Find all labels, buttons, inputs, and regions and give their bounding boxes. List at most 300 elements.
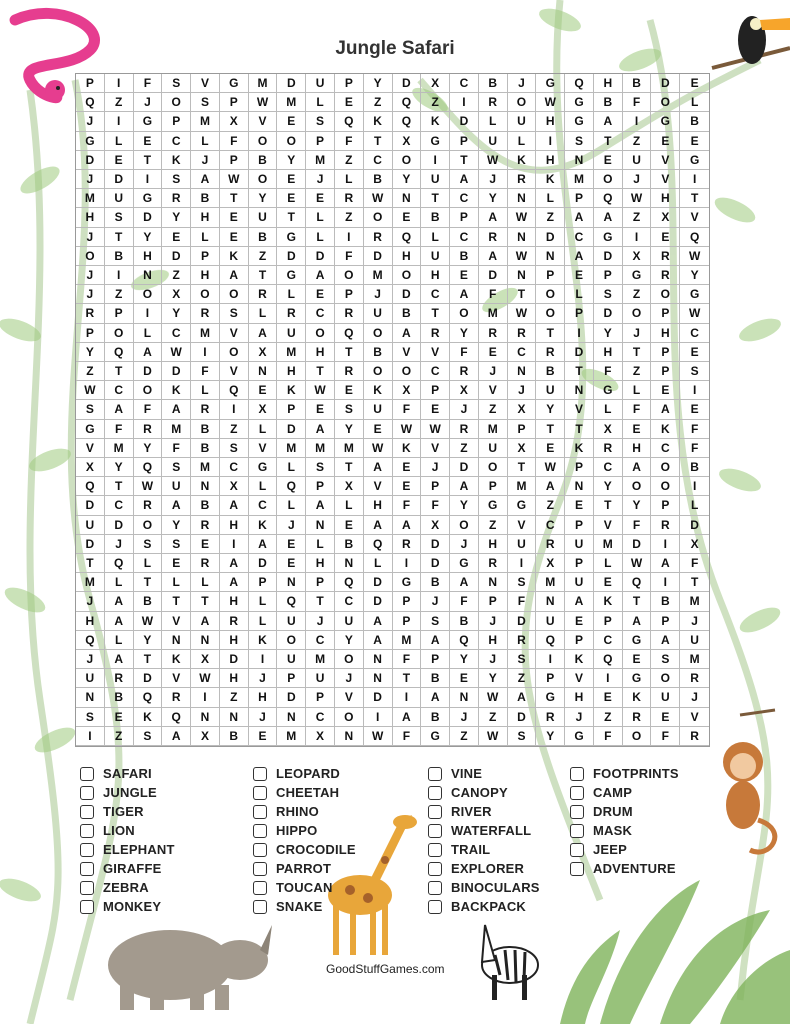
- word-item-crocodile[interactable]: [253, 840, 356, 859]
- grid-cell[interactable]: E: [393, 477, 422, 496]
- grid-cell[interactable]: T: [508, 285, 537, 304]
- grid-cell[interactable]: N: [508, 189, 537, 208]
- checkbox[interactable]: [80, 900, 94, 914]
- grid-cell[interactable]: M: [76, 189, 105, 208]
- grid-cell[interactable]: V: [162, 612, 191, 631]
- grid-cell[interactable]: A: [105, 592, 134, 611]
- grid-cell[interactable]: F: [393, 650, 422, 669]
- grid-cell[interactable]: J: [364, 285, 393, 304]
- grid-cell[interactable]: P: [651, 343, 680, 362]
- grid-cell[interactable]: W: [76, 381, 105, 400]
- grid-cell[interactable]: B: [393, 304, 422, 323]
- grid-cell[interactable]: D: [421, 554, 450, 573]
- grid-cell[interactable]: X: [393, 132, 422, 151]
- grid-cell[interactable]: O: [364, 324, 393, 343]
- grid-cell[interactable]: C: [450, 189, 479, 208]
- grid-cell[interactable]: N: [191, 631, 220, 650]
- grid-cell[interactable]: H: [76, 612, 105, 631]
- grid-cell[interactable]: X: [508, 439, 537, 458]
- grid-cell[interactable]: L: [364, 554, 393, 573]
- grid-cell[interactable]: I: [191, 343, 220, 362]
- grid-cell[interactable]: X: [421, 74, 450, 93]
- word-item-vine[interactable]: [428, 764, 540, 783]
- grid-cell[interactable]: O: [536, 285, 565, 304]
- grid-cell[interactable]: A: [306, 496, 335, 515]
- grid-cell[interactable]: N: [565, 477, 594, 496]
- grid-cell[interactable]: F: [623, 400, 652, 419]
- grid-cell[interactable]: D: [277, 688, 306, 707]
- grid-cell[interactable]: C: [162, 324, 191, 343]
- grid-cell[interactable]: R: [335, 189, 364, 208]
- grid-cell[interactable]: R: [162, 189, 191, 208]
- grid-cell[interactable]: A: [191, 170, 220, 189]
- grid-cell[interactable]: J: [76, 592, 105, 611]
- grid-cell[interactable]: L: [680, 93, 709, 112]
- grid-cell[interactable]: D: [508, 708, 537, 727]
- grid-cell[interactable]: K: [134, 708, 163, 727]
- grid-cell[interactable]: M: [191, 458, 220, 477]
- grid-cell[interactable]: Y: [134, 439, 163, 458]
- grid-cell[interactable]: N: [565, 381, 594, 400]
- grid-cell[interactable]: H: [536, 151, 565, 170]
- grid-cell[interactable]: H: [220, 669, 249, 688]
- grid-cell[interactable]: C: [450, 228, 479, 247]
- grid-cell[interactable]: W: [623, 189, 652, 208]
- grid-cell[interactable]: C: [105, 381, 134, 400]
- grid-cell[interactable]: X: [162, 285, 191, 304]
- grid-cell[interactable]: U: [680, 631, 709, 650]
- grid-cell[interactable]: T: [162, 592, 191, 611]
- grid-cell[interactable]: A: [105, 400, 134, 419]
- grid-cell[interactable]: Y: [536, 400, 565, 419]
- grid-cell[interactable]: A: [651, 400, 680, 419]
- grid-cell[interactable]: I: [191, 688, 220, 707]
- grid-cell[interactable]: G: [134, 189, 163, 208]
- grid-cell[interactable]: A: [565, 592, 594, 611]
- grid-cell[interactable]: W: [536, 93, 565, 112]
- word-item-parrot[interactable]: [253, 859, 356, 878]
- grid-cell[interactable]: B: [105, 688, 134, 707]
- grid-cell[interactable]: J: [306, 612, 335, 631]
- grid-cell[interactable]: L: [335, 496, 364, 515]
- grid-cell[interactable]: E: [306, 400, 335, 419]
- grid-cell[interactable]: B: [134, 592, 163, 611]
- grid-cell[interactable]: D: [105, 516, 134, 535]
- grid-cell[interactable]: H: [651, 324, 680, 343]
- checkbox[interactable]: [428, 767, 442, 781]
- grid-cell[interactable]: K: [565, 439, 594, 458]
- grid-cell[interactable]: O: [134, 381, 163, 400]
- grid-cell[interactable]: C: [651, 439, 680, 458]
- grid-cell[interactable]: N: [364, 650, 393, 669]
- grid-cell[interactable]: Y: [479, 669, 508, 688]
- grid-cell[interactable]: R: [105, 669, 134, 688]
- grid-cell[interactable]: E: [162, 228, 191, 247]
- grid-cell[interactable]: C: [450, 74, 479, 93]
- grid-cell[interactable]: W: [508, 247, 537, 266]
- grid-cell[interactable]: S: [162, 170, 191, 189]
- grid-cell[interactable]: F: [162, 439, 191, 458]
- grid-cell[interactable]: R: [680, 669, 709, 688]
- grid-cell[interactable]: D: [450, 458, 479, 477]
- grid-cell[interactable]: O: [335, 266, 364, 285]
- grid-cell[interactable]: T: [565, 362, 594, 381]
- grid-cell[interactable]: I: [623, 228, 652, 247]
- grid-cell[interactable]: F: [335, 132, 364, 151]
- grid-cell[interactable]: B: [249, 151, 278, 170]
- grid-cell[interactable]: P: [565, 516, 594, 535]
- grid-cell[interactable]: U: [335, 612, 364, 631]
- grid-cell[interactable]: E: [623, 650, 652, 669]
- grid-cell[interactable]: U: [623, 151, 652, 170]
- grid-cell[interactable]: A: [220, 266, 249, 285]
- grid-cell[interactable]: I: [680, 477, 709, 496]
- grid-cell[interactable]: M: [364, 266, 393, 285]
- grid-cell[interactable]: E: [594, 573, 623, 592]
- checkbox[interactable]: [80, 767, 94, 781]
- grid-cell[interactable]: G: [623, 669, 652, 688]
- grid-cell[interactable]: Q: [162, 708, 191, 727]
- grid-cell[interactable]: E: [450, 669, 479, 688]
- grid-cell[interactable]: B: [191, 189, 220, 208]
- grid-cell[interactable]: Z: [623, 362, 652, 381]
- grid-cell[interactable]: R: [220, 612, 249, 631]
- grid-cell[interactable]: Z: [479, 708, 508, 727]
- grid-cell[interactable]: D: [393, 74, 422, 93]
- grid-cell[interactable]: H: [594, 74, 623, 93]
- grid-cell[interactable]: R: [191, 400, 220, 419]
- grid-cell[interactable]: D: [364, 592, 393, 611]
- grid-cell[interactable]: O: [393, 151, 422, 170]
- grid-cell[interactable]: G: [220, 74, 249, 93]
- grid-cell[interactable]: Z: [536, 496, 565, 515]
- grid-cell[interactable]: W: [680, 247, 709, 266]
- grid-cell[interactable]: A: [651, 631, 680, 650]
- grid-cell[interactable]: L: [508, 132, 537, 151]
- checkbox[interactable]: [80, 805, 94, 819]
- grid-cell[interactable]: W: [191, 669, 220, 688]
- grid-cell[interactable]: E: [277, 112, 306, 131]
- checkbox[interactable]: [428, 786, 442, 800]
- grid-cell[interactable]: T: [680, 189, 709, 208]
- grid-cell[interactable]: E: [191, 535, 220, 554]
- grid-cell[interactable]: I: [393, 554, 422, 573]
- grid-cell[interactable]: O: [508, 93, 537, 112]
- grid-cell[interactable]: G: [421, 727, 450, 746]
- grid-cell[interactable]: H: [306, 343, 335, 362]
- grid-cell[interactable]: A: [105, 650, 134, 669]
- grid-cell[interactable]: K: [249, 516, 278, 535]
- grid-cell[interactable]: D: [479, 266, 508, 285]
- grid-cell[interactable]: A: [306, 420, 335, 439]
- grid-cell[interactable]: J: [249, 669, 278, 688]
- grid-cell[interactable]: M: [508, 477, 537, 496]
- grid-cell[interactable]: C: [162, 132, 191, 151]
- grid-cell[interactable]: E: [249, 727, 278, 746]
- grid-cell[interactable]: Z: [105, 285, 134, 304]
- grid-cell[interactable]: P: [335, 285, 364, 304]
- grid-cell[interactable]: F: [393, 727, 422, 746]
- grid-cell[interactable]: F: [450, 592, 479, 611]
- grid-cell[interactable]: I: [220, 400, 249, 419]
- grid-cell[interactable]: J: [450, 400, 479, 419]
- word-item-giraffe[interactable]: [80, 859, 175, 878]
- grid-cell[interactable]: M: [105, 439, 134, 458]
- grid-cell[interactable]: Y: [393, 170, 422, 189]
- grid-cell[interactable]: M: [565, 170, 594, 189]
- grid-cell[interactable]: I: [364, 708, 393, 727]
- grid-cell[interactable]: J: [335, 669, 364, 688]
- grid-cell[interactable]: G: [623, 266, 652, 285]
- grid-cell[interactable]: U: [508, 112, 537, 131]
- grid-cell[interactable]: G: [594, 228, 623, 247]
- grid-cell[interactable]: T: [680, 573, 709, 592]
- grid-cell[interactable]: I: [651, 535, 680, 554]
- grid-cell[interactable]: J: [421, 458, 450, 477]
- grid-cell[interactable]: J: [76, 112, 105, 131]
- grid-cell[interactable]: X: [220, 477, 249, 496]
- checkbox[interactable]: [428, 862, 442, 876]
- grid-cell[interactable]: O: [450, 516, 479, 535]
- grid-cell[interactable]: U: [565, 573, 594, 592]
- grid-cell[interactable]: O: [220, 343, 249, 362]
- grid-cell[interactable]: J: [76, 266, 105, 285]
- grid-cell[interactable]: T: [134, 151, 163, 170]
- grid-cell[interactable]: X: [249, 400, 278, 419]
- word-item-camp[interactable]: [570, 783, 679, 802]
- grid-cell[interactable]: A: [536, 477, 565, 496]
- grid-cell[interactable]: A: [565, 208, 594, 227]
- grid-cell[interactable]: L: [134, 324, 163, 343]
- grid-cell[interactable]: J: [450, 535, 479, 554]
- checkbox[interactable]: [428, 881, 442, 895]
- grid-cell[interactable]: H: [536, 112, 565, 131]
- grid-cell[interactable]: J: [76, 650, 105, 669]
- grid-cell[interactable]: X: [393, 381, 422, 400]
- grid-cell[interactable]: A: [364, 612, 393, 631]
- grid-cell[interactable]: P: [651, 496, 680, 515]
- grid-cell[interactable]: A: [162, 400, 191, 419]
- grid-cell[interactable]: P: [651, 612, 680, 631]
- grid-cell[interactable]: E: [364, 420, 393, 439]
- grid-cell[interactable]: P: [565, 631, 594, 650]
- grid-cell[interactable]: F: [479, 285, 508, 304]
- grid-cell[interactable]: A: [220, 496, 249, 515]
- grid-cell[interactable]: E: [335, 516, 364, 535]
- grid-cell[interactable]: U: [76, 669, 105, 688]
- grid-cell[interactable]: N: [277, 708, 306, 727]
- grid-cell[interactable]: A: [450, 573, 479, 592]
- grid-cell[interactable]: C: [508, 343, 537, 362]
- grid-cell[interactable]: A: [249, 535, 278, 554]
- grid-cell[interactable]: L: [277, 496, 306, 515]
- grid-cell[interactable]: Z: [536, 208, 565, 227]
- grid-cell[interactable]: G: [565, 93, 594, 112]
- word-item-snake[interactable]: [253, 897, 356, 916]
- grid-cell[interactable]: C: [536, 516, 565, 535]
- grid-cell[interactable]: W: [249, 93, 278, 112]
- grid-cell[interactable]: R: [479, 228, 508, 247]
- checkbox[interactable]: [428, 843, 442, 857]
- grid-cell[interactable]: X: [220, 112, 249, 131]
- grid-cell[interactable]: D: [594, 304, 623, 323]
- grid-cell[interactable]: T: [421, 189, 450, 208]
- grid-cell[interactable]: O: [651, 285, 680, 304]
- grid-cell[interactable]: G: [565, 727, 594, 746]
- grid-cell[interactable]: H: [191, 266, 220, 285]
- grid-cell[interactable]: Z: [335, 151, 364, 170]
- grid-cell[interactable]: G: [565, 112, 594, 131]
- grid-cell[interactable]: T: [393, 669, 422, 688]
- grid-cell[interactable]: Q: [623, 573, 652, 592]
- grid-cell[interactable]: S: [220, 304, 249, 323]
- grid-cell[interactable]: J: [479, 650, 508, 669]
- grid-cell[interactable]: A: [594, 112, 623, 131]
- grid-cell[interactable]: M: [393, 631, 422, 650]
- grid-cell[interactable]: K: [162, 151, 191, 170]
- grid-cell[interactable]: D: [364, 573, 393, 592]
- grid-cell[interactable]: I: [450, 93, 479, 112]
- grid-cell[interactable]: F: [680, 420, 709, 439]
- grid-cell[interactable]: M: [76, 573, 105, 592]
- grid-cell[interactable]: I: [680, 170, 709, 189]
- grid-cell[interactable]: V: [565, 400, 594, 419]
- grid-cell[interactable]: R: [134, 496, 163, 515]
- grid-cell[interactable]: G: [594, 381, 623, 400]
- grid-cell[interactable]: J: [680, 612, 709, 631]
- grid-cell[interactable]: O: [450, 304, 479, 323]
- grid-cell[interactable]: T: [249, 266, 278, 285]
- grid-cell[interactable]: K: [565, 650, 594, 669]
- grid-cell[interactable]: I: [421, 151, 450, 170]
- grid-cell[interactable]: T: [306, 592, 335, 611]
- grid-cell[interactable]: Z: [249, 247, 278, 266]
- grid-cell[interactable]: H: [479, 535, 508, 554]
- grid-cell[interactable]: A: [393, 324, 422, 343]
- grid-cell[interactable]: B: [191, 439, 220, 458]
- grid-cell[interactable]: B: [249, 228, 278, 247]
- grid-cell[interactable]: D: [277, 247, 306, 266]
- grid-cell[interactable]: L: [162, 573, 191, 592]
- grid-cell[interactable]: R: [134, 420, 163, 439]
- grid-cell[interactable]: C: [364, 151, 393, 170]
- grid-cell[interactable]: S: [162, 535, 191, 554]
- checkbox[interactable]: [570, 843, 584, 857]
- grid-cell[interactable]: P: [421, 477, 450, 496]
- grid-cell[interactable]: Y: [277, 151, 306, 170]
- grid-cell[interactable]: Y: [162, 516, 191, 535]
- grid-cell[interactable]: I: [335, 228, 364, 247]
- grid-cell[interactable]: P: [450, 132, 479, 151]
- grid-cell[interactable]: I: [508, 554, 537, 573]
- grid-cell[interactable]: L: [594, 554, 623, 573]
- grid-cell[interactable]: T: [134, 650, 163, 669]
- grid-cell[interactable]: W: [680, 304, 709, 323]
- grid-cell[interactable]: E: [680, 74, 709, 93]
- grid-cell[interactable]: E: [450, 266, 479, 285]
- grid-cell[interactable]: J: [249, 708, 278, 727]
- grid-cell[interactable]: R: [623, 708, 652, 727]
- grid-cell[interactable]: Y: [623, 496, 652, 515]
- grid-cell[interactable]: D: [565, 343, 594, 362]
- checkbox[interactable]: [253, 767, 267, 781]
- grid-cell[interactable]: V: [220, 324, 249, 343]
- grid-cell[interactable]: S: [162, 74, 191, 93]
- grid-cell[interactable]: N: [134, 266, 163, 285]
- grid-cell[interactable]: P: [536, 266, 565, 285]
- grid-cell[interactable]: D: [364, 247, 393, 266]
- grid-cell[interactable]: S: [680, 362, 709, 381]
- grid-cell[interactable]: B: [421, 708, 450, 727]
- grid-cell[interactable]: M: [594, 535, 623, 554]
- grid-cell[interactable]: I: [105, 266, 134, 285]
- checkbox[interactable]: [253, 900, 267, 914]
- word-item-footprints[interactable]: [570, 764, 679, 783]
- grid-cell[interactable]: I: [594, 669, 623, 688]
- word-item-elephant[interactable]: [80, 840, 175, 859]
- grid-cell[interactable]: O: [134, 516, 163, 535]
- grid-cell[interactable]: B: [623, 74, 652, 93]
- grid-cell[interactable]: F: [623, 516, 652, 535]
- grid-cell[interactable]: R: [651, 266, 680, 285]
- grid-cell[interactable]: F: [594, 727, 623, 746]
- word-item-monkey[interactable]: [80, 897, 175, 916]
- grid-cell[interactable]: K: [421, 112, 450, 131]
- grid-cell[interactable]: P: [191, 247, 220, 266]
- grid-cell[interactable]: T: [565, 420, 594, 439]
- grid-cell[interactable]: S: [306, 458, 335, 477]
- grid-cell[interactable]: D: [220, 650, 249, 669]
- word-item-safari[interactable]: [80, 764, 175, 783]
- grid-cell[interactable]: E: [393, 458, 422, 477]
- grid-cell[interactable]: L: [306, 208, 335, 227]
- grid-cell[interactable]: P: [594, 266, 623, 285]
- grid-cell[interactable]: M: [479, 420, 508, 439]
- grid-cell[interactable]: S: [220, 439, 249, 458]
- grid-cell[interactable]: E: [651, 708, 680, 727]
- grid-cell[interactable]: F: [680, 554, 709, 573]
- grid-cell[interactable]: N: [508, 362, 537, 381]
- grid-cell[interactable]: Y: [680, 266, 709, 285]
- grid-cell[interactable]: L: [306, 228, 335, 247]
- grid-cell[interactable]: W: [364, 439, 393, 458]
- grid-cell[interactable]: Z: [623, 132, 652, 151]
- grid-cell[interactable]: C: [565, 228, 594, 247]
- grid-cell[interactable]: O: [76, 247, 105, 266]
- grid-cell[interactable]: R: [191, 304, 220, 323]
- grid-cell[interactable]: Y: [105, 458, 134, 477]
- grid-cell[interactable]: P: [479, 477, 508, 496]
- grid-cell[interactable]: A: [191, 612, 220, 631]
- grid-cell[interactable]: R: [249, 285, 278, 304]
- grid-cell[interactable]: A: [651, 554, 680, 573]
- grid-cell[interactable]: N: [565, 151, 594, 170]
- grid-cell[interactable]: Q: [76, 477, 105, 496]
- grid-cell[interactable]: M: [680, 592, 709, 611]
- grid-cell[interactable]: A: [134, 343, 163, 362]
- grid-cell[interactable]: K: [651, 420, 680, 439]
- grid-cell[interactable]: Z: [623, 285, 652, 304]
- word-item-trail[interactable]: [428, 840, 540, 859]
- grid-cell[interactable]: Y: [76, 343, 105, 362]
- grid-cell[interactable]: M: [162, 420, 191, 439]
- grid-cell[interactable]: P: [76, 324, 105, 343]
- grid-cell[interactable]: G: [536, 688, 565, 707]
- word-item-adventure[interactable]: [570, 859, 679, 878]
- grid-cell[interactable]: E: [393, 208, 422, 227]
- grid-cell[interactable]: K: [536, 170, 565, 189]
- grid-cell[interactable]: I: [565, 324, 594, 343]
